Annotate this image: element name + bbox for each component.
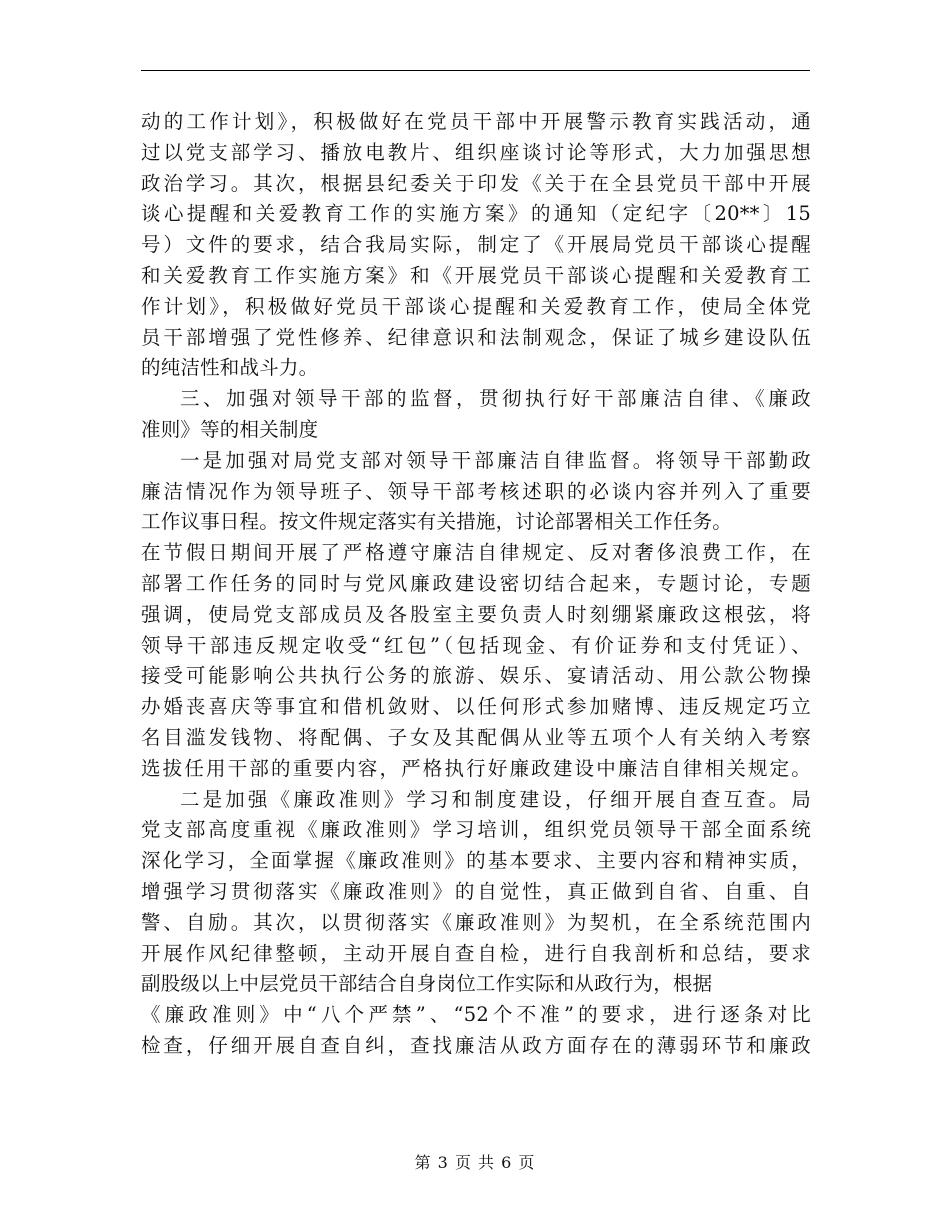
paragraph-line: 和关爱教育工作实施方案》和《开展党员干部谈心提醒和关爱教育工 bbox=[141, 263, 811, 287]
paragraph-line: 《廉政准则》中“八个严禁”、“52个不准”的要求，进行逐条对比 bbox=[141, 1003, 811, 1027]
page-number-footer: 第 3 页 共 6 页 bbox=[414, 1153, 536, 1172]
paragraph-line: 选拔任用干部的重要内容，严格执行好廉政建设中廉洁自律相关规定。 bbox=[141, 756, 811, 780]
document-body bbox=[141, 107, 811, 1062]
paragraph-line: 在节假日期间开展了严格遵守廉洁自律规定、反对奢侈浪费工作，在 bbox=[141, 541, 811, 565]
section-heading-line: 准则》等的相关制度 bbox=[141, 417, 319, 441]
paragraph-line: 接受可能影响公共执行公务的旅游、娱乐、宴请活动、用公款公物操 bbox=[141, 664, 811, 688]
paragraph-line: 党支部高度重视《廉政准则》学习培训，组织党员领导干部全面系统 bbox=[141, 818, 811, 842]
paragraph-line: 副股级以上中层党员干部结合自身岗位工作实际和从政行为，根据 bbox=[141, 972, 713, 996]
paragraph-line: 的纯洁性和战斗力。 bbox=[141, 356, 319, 380]
paragraph-line: 员干部增强了党性修养、纪律意识和法制观念，保证了城乡建设队伍 bbox=[141, 325, 811, 349]
paragraph-line: 政治学习。其次，根据县纪委关于印发《关于在全县党员干部中开展 bbox=[141, 171, 811, 195]
paragraph-line: 检查，仔细开展自查自纠，查找廉洁从政方面存在的薄弱环节和廉政 bbox=[141, 1033, 811, 1057]
header-rule bbox=[141, 70, 810, 71]
paragraph-line: 部署工作任务的同时与党风廉政建设密切结合起来，专题讨论，专题 bbox=[141, 571, 811, 595]
paragraph-line: 开展作风纪律整顿，主动开展自查自检，进行自我剖析和总结，要求 bbox=[141, 941, 811, 965]
section-heading-line: 三、加强对领导干部的监督，贯彻执行好干部廉洁自律、《廉政 bbox=[180, 387, 811, 411]
paragraph-line: 廉洁情况作为领导班子、领导干部考核述职的必谈内容并列入了重要 bbox=[141, 479, 811, 503]
paragraph-line: 强调，使局党支部成员及各股室主要负责人时刻绷紧廉政这根弦，将 bbox=[141, 602, 811, 626]
paragraph-line: 深化学习，全面掌握《廉政准则》的基本要求、主要内容和精神实质， bbox=[141, 849, 811, 873]
paragraph-line: 工作议事日程。按文件规定落实有关措施，讨论部署相关工作任务。 bbox=[141, 510, 733, 534]
paragraph-line: 动的工作计划》，积极做好在党员干部中开展警示教育实践活动，通 bbox=[141, 110, 811, 133]
paragraph-line: 警、自励。其次，以贯彻落实《廉政准则》为契机，在全系统范围内 bbox=[141, 910, 811, 934]
paragraph-line: 谈心提醒和关爱教育工作的实施方案》的通知（定纪字〔20**〕15 bbox=[141, 202, 811, 226]
paragraph-line: 增强学习贯彻落实《廉政准则》的自觉性，真正做到自省、自重、自 bbox=[141, 879, 811, 903]
paragraph-line: 过以党支部学习、播放电教片、组织座谈讨论等形式，大力加强思想 bbox=[141, 140, 811, 164]
paragraph-line: 作计划》，积极做好党员干部谈心提醒和关爱教育工作，使局全体党 bbox=[141, 294, 811, 318]
paragraph-line: 号）文件的要求，结合我局实际，制定了《开展局党员干部谈心提醒 bbox=[141, 233, 811, 257]
paragraph-line: 名目滥发钱物、将配偶、子女及其配偶从业等五项个人有关纳入考察 bbox=[141, 725, 811, 749]
paragraph-line: 一是加强对局党支部对领导干部廉洁自律监督。将领导干部勤政 bbox=[180, 448, 811, 472]
paragraph-line: 办婚丧喜庆等事宜和借机敛财、以任何形式参加赌博、违反规定巧立 bbox=[141, 695, 811, 719]
paragraph-line: 领导干部违反规定收受“红包”（包括现金、有价证券和支付凭证）、 bbox=[141, 633, 811, 657]
paragraph-line: 二是加强《廉政准则》学习和制度建设，仔细开展自查互查。局 bbox=[180, 787, 811, 811]
